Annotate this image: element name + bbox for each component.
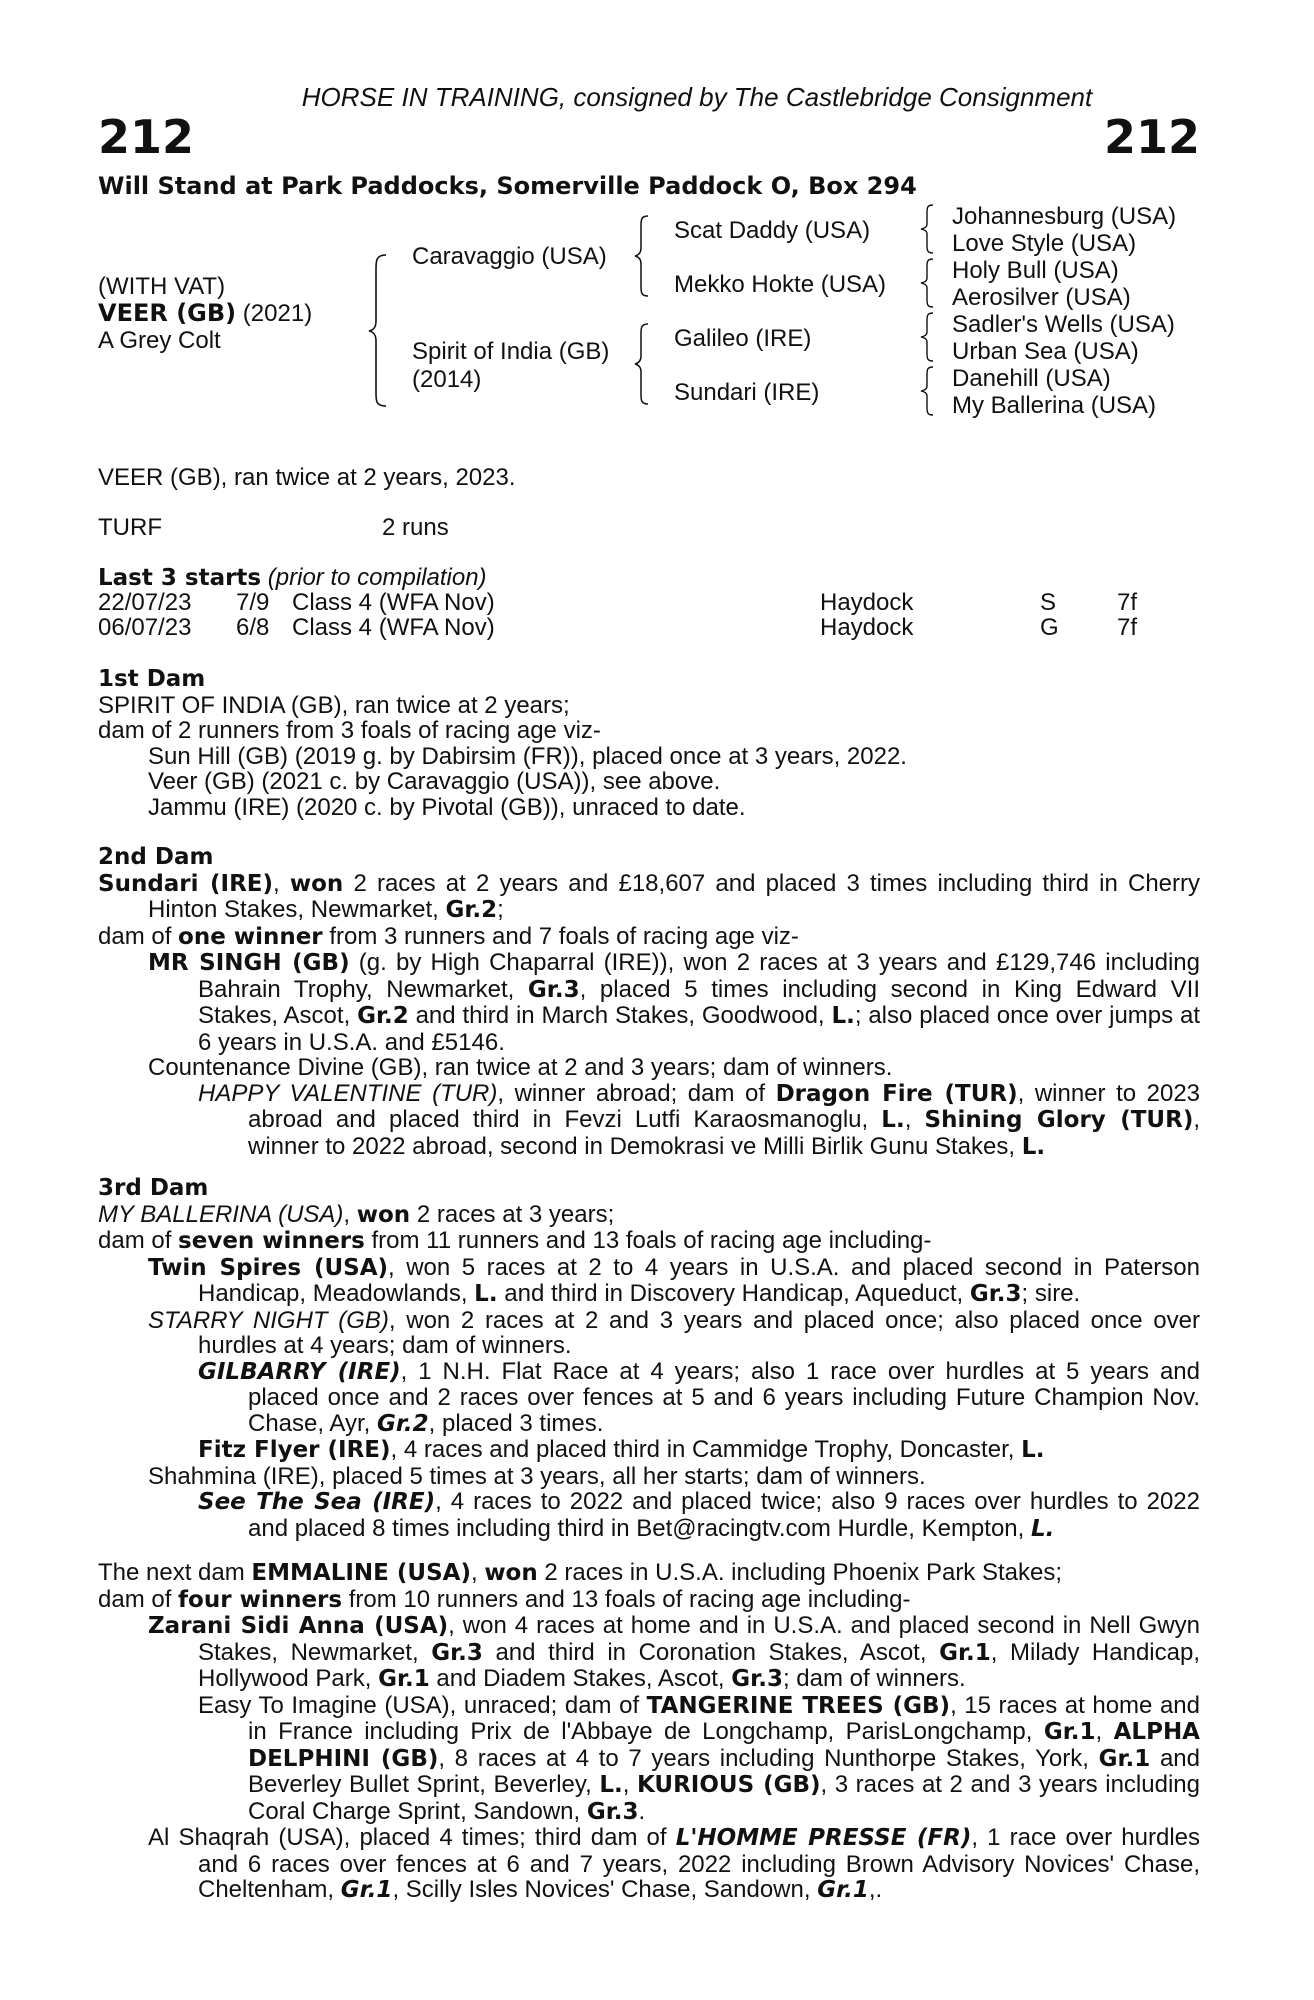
first-dam-progeny: Veer (GB) (2021 c. by Caravaggio (USA)), see above.: [148, 768, 721, 795]
pedigree-g3: My Ballerina (USA): [952, 392, 1157, 419]
next-dam-para: [98, 1825, 1200, 1904]
pedigree-brace-sire: [632, 214, 652, 298]
body-text: , won 5 races at 2 to 4 years in U.S.A. and placed second in Paterson Handicap, Meadowlands,: [198, 1253, 1200, 1307]
emphasis-text: MR SINGH (GB): [148, 950, 350, 976]
turf-label: TURF: [98, 514, 162, 541]
emphasis-text: L.: [599, 1772, 623, 1798]
third-dam-para: [98, 1308, 1200, 1359]
last-starts-note: (prior to compilation): [261, 564, 487, 591]
body-text: from 3 runners and 7 foals of racing age viz-: [322, 922, 799, 950]
pedigree-g3: Urban Sea (USA): [952, 338, 1139, 365]
body-text: ;: [497, 896, 504, 923]
last-starts-heading: [98, 565, 487, 592]
body-text: , winner to 2023 abroad and placed third in Fevzi Lutfi Karaosmanoglu,: [248, 1079, 1201, 1133]
second-dam-para: [98, 950, 1200, 1055]
second-dam-para: [98, 871, 1200, 924]
body-text: dam of: [98, 922, 179, 950]
horse-name-line: [98, 300, 312, 327]
body-text: ; also placed once over jumps at 6 years in U.S.A. and £5146.: [198, 1002, 1200, 1056]
vat-note: (WITH VAT): [98, 273, 226, 300]
second-dam-para: [98, 924, 1200, 951]
second-dam-para: [98, 1055, 1200, 1081]
emphasis-text: L.: [1021, 1437, 1045, 1463]
third-dam-para: [98, 1255, 1200, 1308]
emphasis-text: Gr.3: [969, 1281, 1022, 1307]
body-text: 2 races at 2 years and £18,607 and placed 3 times including third in Cherry Hinton Stakes, Newmarket,: [148, 869, 1201, 923]
start-position: 6/8: [236, 614, 270, 641]
pedigree-brace-g3-1: [918, 203, 936, 255]
third-dam-para: [98, 1489, 1200, 1542]
stand-location: Will Stand at Park Paddocks, Somerville Paddock O, Box 294: [98, 172, 917, 200]
pedigree-brace-main: [366, 253, 390, 408]
start-row: [0, 590, 1314, 615]
body-text: dam of: [98, 1585, 179, 1613]
body-text: .: [638, 1797, 646, 1825]
pedigree-dam-year: (2014): [412, 366, 482, 393]
emphasis-text: won: [289, 870, 344, 897]
pedigree-brace-g3-4: [918, 365, 936, 417]
body-text: ,.: [868, 1876, 883, 1903]
body-text: 2 races in U.S.A. including Phoenix Park Stakes;: [537, 1559, 1063, 1586]
second-dam-title: 2nd Dam: [98, 844, 214, 870]
emphasis-text: one winner: [178, 923, 323, 950]
second-dam-section: [98, 845, 1200, 1160]
body-text: , 15 races at home and in France including Prix de l'Abbaye de Longchamp, ParisLongchamp,: [248, 1691, 1200, 1745]
emphasis-text: seven winners: [178, 1228, 365, 1254]
body-text: ,: [904, 1106, 925, 1133]
emphasis-text: won: [356, 1201, 411, 1228]
start-position: 7/9: [236, 589, 270, 616]
first-dam-progeny: Sun Hill (GB) (2019 g. by Dabirsim (FR)), placed once at 3 years, 2022.: [148, 742, 907, 770]
third-dam-para: [98, 1464, 1200, 1490]
body-text: , 1 race over hurdles and 6 races over fences at 6 and 7 years, 2022 including Brown Advisory Novices' Chase, Cheltenham,: [198, 1824, 1200, 1903]
start-distance: 7f: [1117, 589, 1138, 616]
emphasis-text: L.: [1030, 1515, 1055, 1542]
first-dam-line: dam of 2 runners from 3 foals of racing age viz-: [98, 717, 601, 744]
emphasis-text: Gr.3: [431, 1639, 483, 1666]
third-dam-para: [98, 1359, 1200, 1438]
next-dam-para: [98, 1560, 1200, 1587]
pedigree-g3: Danehill (USA): [952, 365, 1111, 392]
emphasis-text: Shining Glory (TUR): [924, 1107, 1194, 1133]
emphasis-text: See The Sea (IRE): [198, 1489, 436, 1515]
pedigree-g3: Love Style (USA): [952, 230, 1137, 257]
body-text: , 3 races at 2 and 3 years including Coral Charge Sprint, Sandown,: [248, 1771, 1200, 1825]
emphasis-text: Gr.1: [1098, 1745, 1151, 1772]
body-text: ; dam of winners.: [782, 1665, 966, 1692]
pedigree-brace-g3-3: [918, 311, 936, 363]
emphasis-text: Gr.3: [731, 1666, 783, 1692]
emphasis-text: Zarani Sidi Anna (USA): [148, 1613, 449, 1639]
third-dam-title: 3rd Dam: [98, 1175, 209, 1201]
emphasis-text: EMMALINE (USA): [251, 1560, 471, 1586]
pedigree-g3: Johannesburg (USA): [952, 203, 1177, 230]
body-text: and third in Coronation Stakes, Ascot,: [482, 1638, 940, 1666]
next-dam-para: [98, 1693, 1200, 1826]
body-text: Al Shaqrah (USA), placed 4 times; third dam of: [148, 1824, 676, 1851]
body-text: , placed 3 times.: [428, 1409, 604, 1437]
emphasis-text: Gr.3: [527, 976, 580, 1003]
body-text: 2 races at 3 years;: [410, 1200, 615, 1228]
start-going: G: [1040, 614, 1059, 641]
last-starts-title: Last 3 starts: [98, 565, 262, 591]
emphasis-text: L.: [831, 1003, 855, 1029]
start-date: 06/07/23: [98, 614, 192, 641]
next-dam-para: [98, 1587, 1200, 1614]
emphasis-text: Gr.2: [376, 1410, 429, 1437]
first-dam-progeny: Jammu (IRE) (2020 c. by Pivotal (GB)), unraced to date.: [148, 793, 746, 821]
pedigree-g2: Mekko Hokte (USA): [674, 271, 887, 298]
emphasis-text: HAPPY VALENTINE (TUR): [198, 1079, 498, 1107]
pedigree-dam: Spirit of India (GB): [412, 338, 610, 365]
body-text: ,: [343, 1200, 357, 1228]
body-text: , 4 races to 2022 and placed twice; also 9 races over hurdles to 2022 and placed 8 times including third in Bet@racingtv.com Hurdle, Kempton,: [248, 1488, 1200, 1542]
pedigree-brace-g3-2: [918, 257, 936, 309]
emphasis-text: Gr.2: [357, 1003, 409, 1029]
pedigree-g3: Holy Bull (USA): [952, 257, 1119, 284]
next-dam-para: [98, 1613, 1200, 1693]
race-summary: VEER (GB), ran twice at 2 years, 2023.: [98, 464, 516, 491]
pedigree-g3: Sadler's Wells (USA): [952, 311, 1175, 338]
turf-runs: 2 runs: [382, 514, 449, 541]
body-text: and Beverley Bullet Sprint, Beverley,: [248, 1744, 1200, 1798]
body-text: from 11 runners and 13 foals of racing age including-: [364, 1227, 932, 1254]
start-distance: 7f: [1117, 614, 1138, 641]
emphasis-text: Gr.1: [340, 1877, 393, 1903]
start-going: S: [1040, 589, 1057, 616]
first-dam-title: 1st Dam: [98, 666, 206, 692]
emphasis-text: Gr.1: [378, 1666, 430, 1692]
emphasis-text: Gr.1: [939, 1639, 991, 1666]
emphasis-text: Sundari (IRE): [98, 870, 274, 897]
body-text: , winner abroad; dam of: [497, 1079, 776, 1107]
emphasis-text: GILBARRY (IRE): [198, 1358, 401, 1385]
body-text: and third in Discovery Handicap, Aqueduct,: [497, 1280, 970, 1307]
body-text: The next dam: [98, 1559, 252, 1586]
body-text: , won 4 races at home and in U.S.A. and placed second in Nell Gwyn Stakes, Newmarket,: [198, 1612, 1200, 1666]
start-course: Haydock: [820, 589, 914, 616]
body-text: and third in March Stakes, Goodwood,: [408, 1002, 832, 1029]
body-text: dam of: [98, 1227, 179, 1254]
pedigree-sire: Caravaggio (USA): [412, 243, 607, 270]
body-text: from 10 runners and 13 foals of racing age including-: [342, 1585, 911, 1613]
first-dam-section: [98, 667, 1200, 820]
start-class: Class 4 (WFA Nov): [292, 614, 495, 641]
body-text: ; sire.: [1021, 1280, 1081, 1307]
body-text: Shahmina (IRE), placed 5 times at 3 years, all her starts; dam of winners.: [148, 1462, 926, 1490]
emphasis-text: Gr.3: [586, 1798, 639, 1825]
emphasis-text: Gr.1: [817, 1877, 869, 1903]
emphasis-text: L.: [1021, 1133, 1046, 1160]
emphasis-text: Twin Spires (USA): [148, 1254, 389, 1281]
emphasis-text: Dragon Fire (TUR): [775, 1080, 1018, 1107]
horse-description: A Grey Colt: [98, 327, 221, 354]
first-dam-line: SPIRIT OF INDIA (GB), ran twice at 2 years;: [98, 691, 570, 719]
start-course: Haydock: [820, 614, 914, 641]
lot-number-right: 212: [1103, 110, 1200, 164]
body-text: , Scilly Isles Novices' Chase, Sandown,: [392, 1876, 818, 1903]
emphasis-text: won: [484, 1560, 538, 1586]
body-text: , placed 5 times including second in King Edward VII Stakes, Ascot,: [198, 975, 1200, 1029]
body-text: , 8 races at 4 to 7 years including Nunthorpe Stakes, York,: [438, 1744, 1099, 1772]
emphasis-text: four winners: [178, 1586, 343, 1613]
emphasis-text: L.: [881, 1107, 905, 1133]
body-text: ,: [470, 1559, 485, 1586]
pedigree-g3: Aerosilver (USA): [952, 284, 1131, 311]
emphasis-text: MY BALLERINA (USA): [98, 1200, 344, 1228]
horse-year: (2021): [236, 300, 313, 327]
pedigree-g2: Sundari (IRE): [674, 379, 820, 406]
body-text: , Milady Handicap, Hollywood Park,: [198, 1638, 1200, 1692]
start-row: [0, 615, 1314, 640]
body-text: , 1 N.H. Flat Race at 4 years; also 1 race over hurdles at 5 years and placed once and 2 races over fences at 5 and 6 years including Future Champion Nov. Chase, Ayr,: [248, 1357, 1200, 1437]
third-dam-para: [98, 1202, 1200, 1229]
consignment-header: HORSE IN TRAINING, consigned by The Castlebridge Consignment: [301, 82, 1093, 112]
lot-number-left: 212: [98, 110, 195, 164]
start-class: Class 4 (WFA Nov): [292, 589, 495, 616]
body-text: ,: [622, 1771, 637, 1798]
pedigree-g2: Galileo (IRE): [674, 325, 812, 352]
emphasis-text: ALPHA DELPHINI (GB): [248, 1719, 1200, 1772]
horse-name: VEER (GB): [98, 299, 237, 327]
emphasis-text: KURIOUS (GB): [637, 1772, 821, 1798]
emphasis-text: TANGERINE TREES (GB): [646, 1692, 951, 1719]
next-dam-section: [98, 1560, 1200, 1904]
emphasis-text: STARRY NIGHT (GB): [148, 1306, 389, 1334]
body-text: ,: [1095, 1718, 1114, 1745]
emphasis-text: Gr.2: [445, 897, 498, 923]
emphasis-text: L.: [474, 1281, 498, 1307]
body-text: Countenance Divine (GB), ran twice at 2 and 3 years; dam of winners.: [148, 1054, 893, 1081]
body-text: (g. by High Chaparral (IRE)), won 2 races at 3 years and £129,746 including Bahrain Trophy, Newmarket,: [198, 949, 1200, 1003]
body-text: Easy To Imagine (USA), unraced; dam of: [198, 1691, 647, 1719]
body-text: ,: [273, 869, 290, 897]
body-text: , won 2 races at 2 and 3 years and placed once; also placed once over hurdles at 4 years; dam of winners.: [198, 1306, 1200, 1359]
pedigree-brace-dam: [632, 322, 652, 406]
third-dam-para: [98, 1228, 1200, 1255]
body-text: , winner to 2022 abroad, second in Demokrasi ve Milli Birlik Gunu Stakes,: [248, 1106, 1201, 1160]
emphasis-text: L'HOMME PRESSE (FR): [675, 1825, 972, 1851]
body-text: , 4 races and placed third in Cammidge Trophy, Doncaster,: [390, 1436, 1022, 1463]
third-dam-section: [98, 1176, 1200, 1542]
pedigree-g2: Scat Daddy (USA): [674, 217, 871, 244]
body-text: and Diadem Stakes, Ascot,: [429, 1665, 732, 1692]
second-dam-para: [98, 1081, 1200, 1161]
emphasis-text: Gr.1: [1043, 1719, 1096, 1745]
start-date: 22/07/23: [98, 589, 192, 616]
emphasis-text: Fitz Flyer (IRE): [198, 1437, 391, 1463]
third-dam-para: [98, 1437, 1200, 1464]
